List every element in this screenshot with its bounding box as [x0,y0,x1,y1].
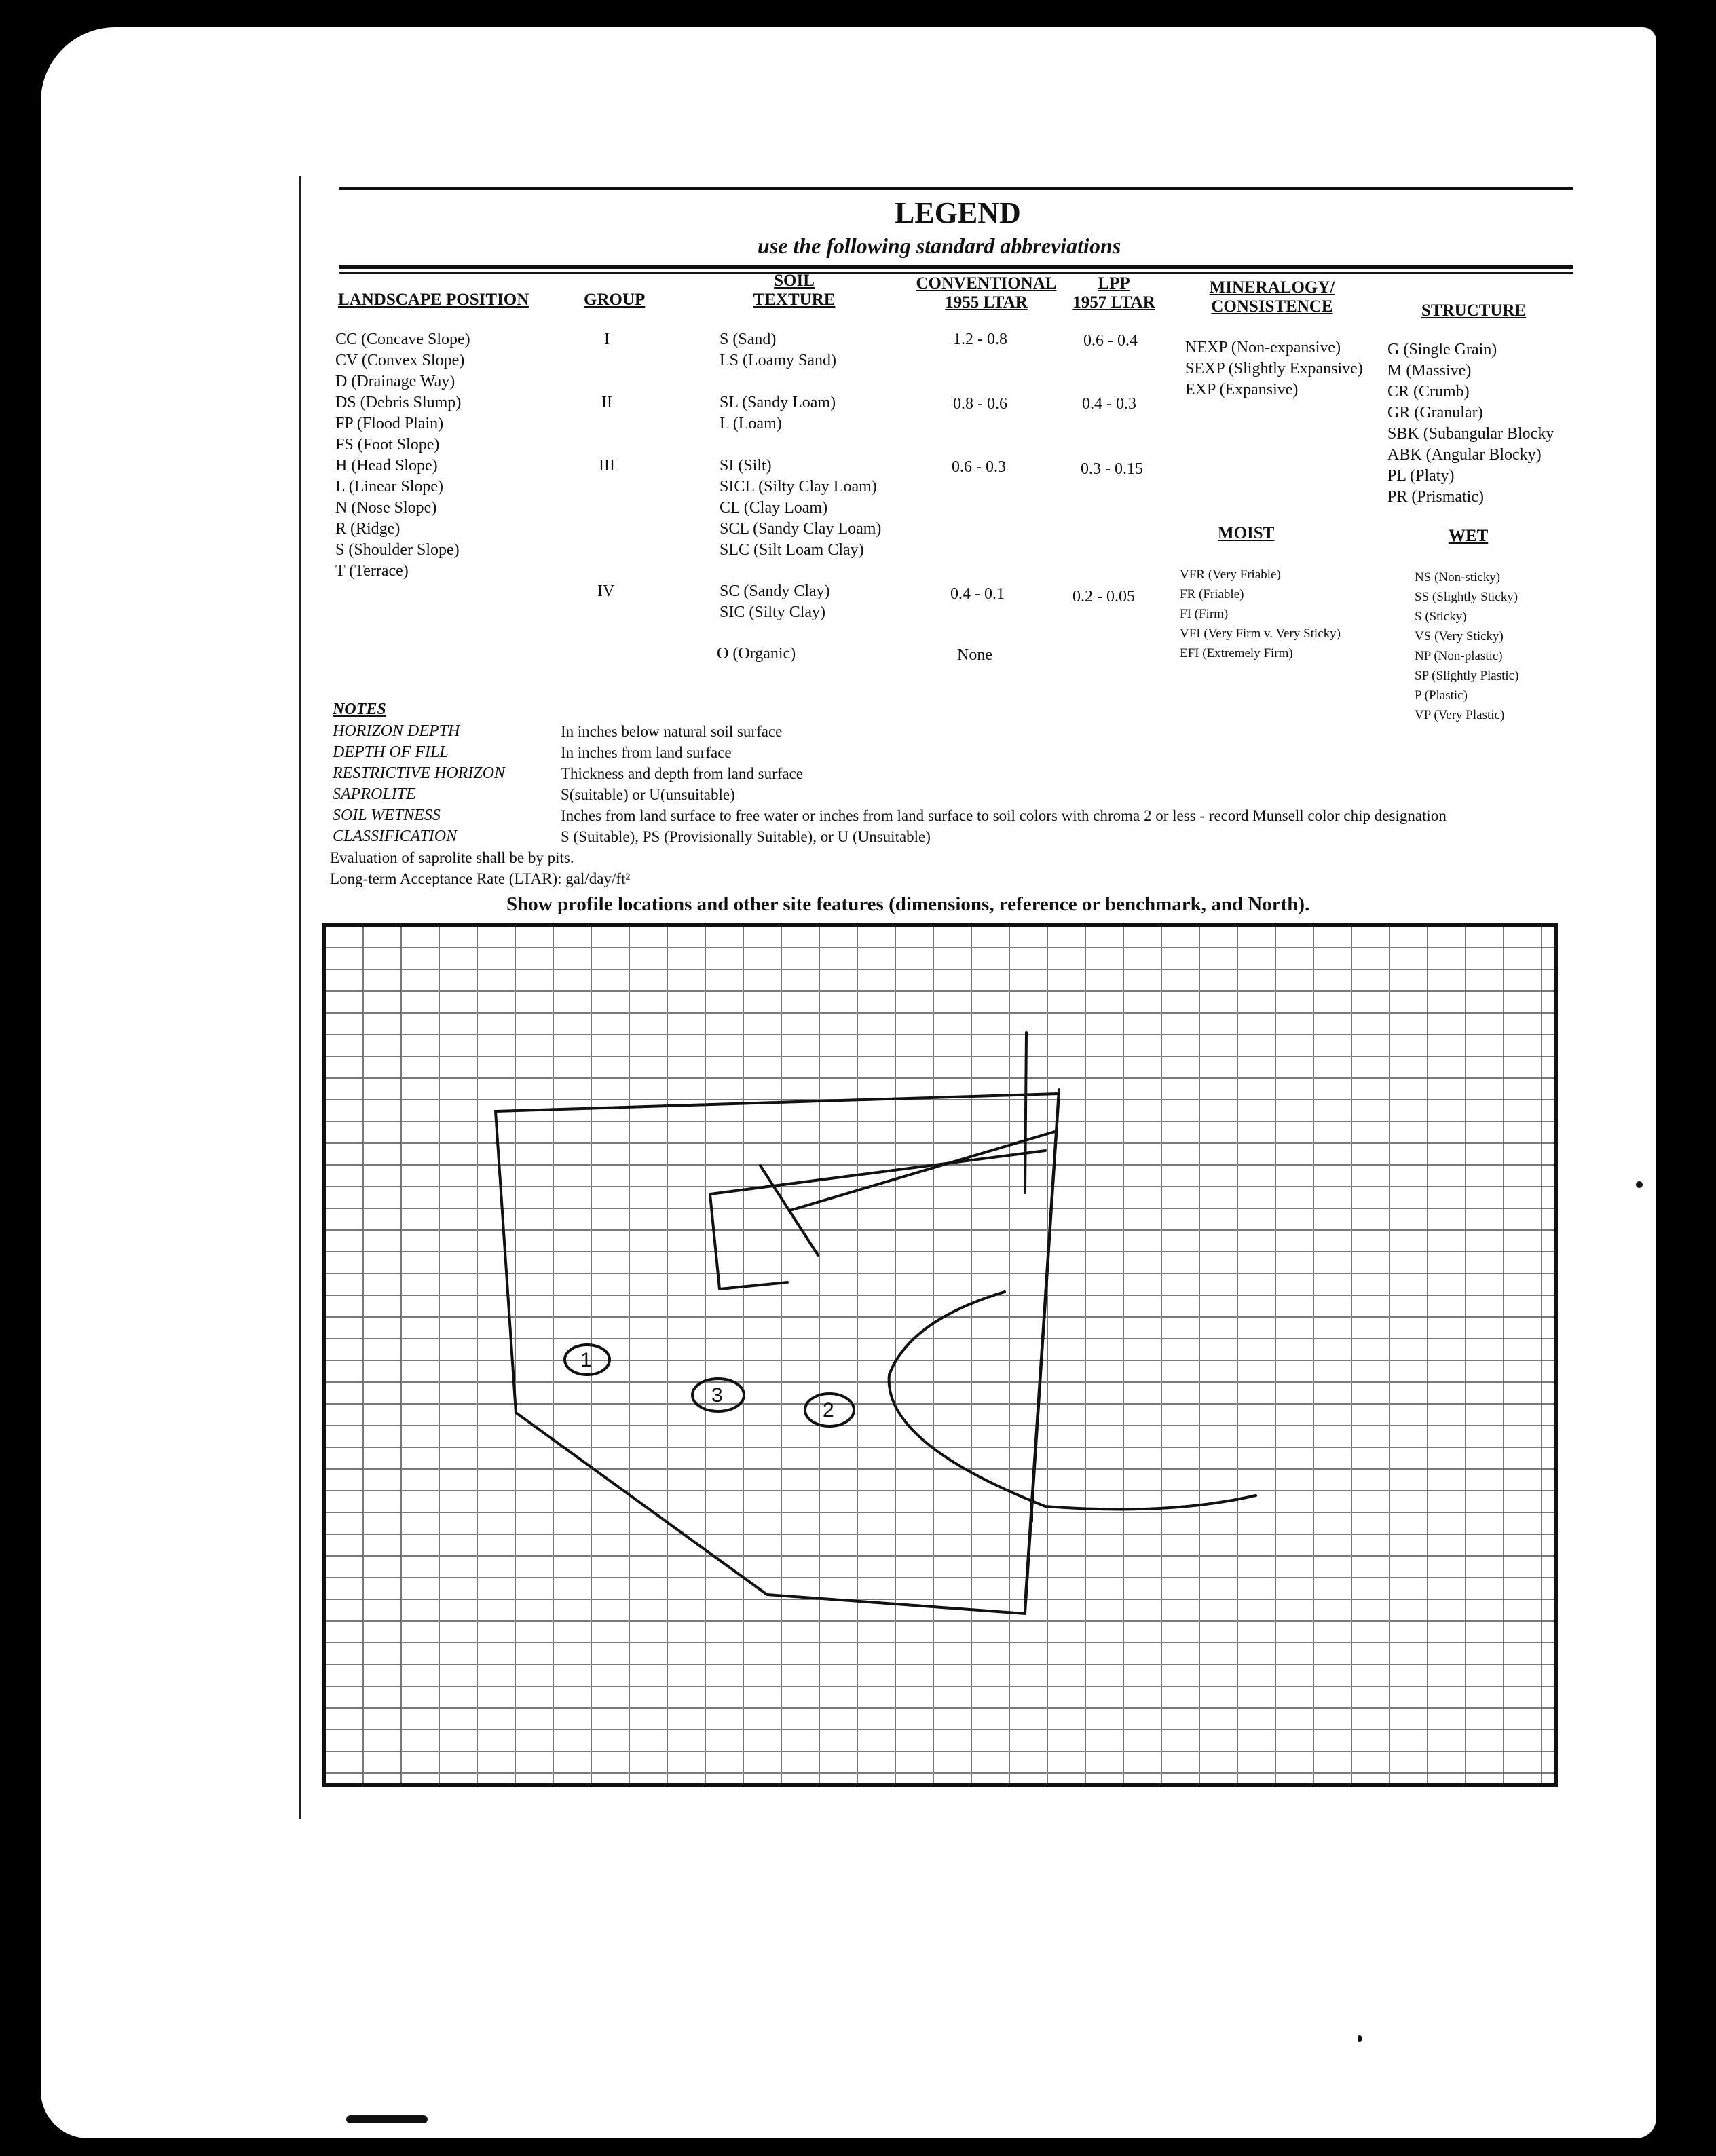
list-item: S (Sticky) [1415,610,1467,624]
list-item: T (Terrace) [335,562,409,580]
top-rule [339,187,1573,190]
sketch-line [790,1132,1055,1210]
group-i: I [604,331,610,348]
list-item: FR (Friable) [1180,587,1244,601]
note-label: SAPROLITE [333,785,416,803]
lpp-3: 0.3 - 0.15 [1081,460,1143,478]
conv-5: None [957,646,992,664]
list-item: L (Linear Slope) [335,478,444,496]
scan-edge-mark [299,176,301,1819]
header-soil-bottom: TEXTURE [753,291,836,309]
list-item: DS (Debris Slump) [335,394,462,411]
marker-1-label: 1 [580,1349,592,1371]
hand-sketch [326,927,1554,1783]
note-text: Inches from land surface to free water or inches from land surface to soil colors with chroma 2 or less - record Munsell color chip designation [561,807,1447,824]
note-label: CLASSIFICATION [333,828,458,845]
list-item: VP (Very Plastic) [1415,708,1505,722]
lpp-2: 0.4 - 0.3 [1082,395,1136,413]
wet-list [1415,568,1518,725]
list-item: R (Ridge) [335,520,400,538]
marker-3-label: 3 [711,1384,723,1407]
list-item: EXP (Expansive) [1185,381,1299,398]
conv-1: 1.2 - 0.8 [953,331,1007,348]
sketch-inner-box [710,1151,1045,1289]
header-soil-texture [713,272,876,310]
list-item: CR (Crumb) [1387,383,1470,401]
list-item: SP (Slightly Plastic) [1415,669,1519,683]
list-item: SEXP (Slightly Expansive) [1185,360,1363,377]
list-item: PL (Platy) [1387,467,1455,485]
legend-subtitle: use the following standard abbreviations [758,234,1121,258]
list-item: N (Nose Slope) [335,499,437,517]
header-landscape: LANDSCAPE POSITION [338,291,529,309]
list-item: CC (Concave Slope) [335,331,470,348]
list-item: NP (Non-plastic) [1415,649,1503,663]
ltar-note: Long-term Acceptance Rate (LTAR): gal/day/ft² [330,870,631,887]
header-conventional [910,274,1063,312]
list-item: CV (Convex Slope) [335,352,465,369]
list-item: FS (Foot Slope) [335,436,440,453]
note-label: RESTRICTIVE HORIZON [333,764,505,782]
list-item: PR (Prismatic) [1387,488,1484,506]
list-item: SBK (Subangular Blocky [1387,425,1554,443]
list-item: SICL (Silty Clay Loam) [720,478,877,496]
header-group: GROUP [584,291,646,309]
scan-speck [1358,2035,1362,2042]
conv-3: 0.6 - 0.3 [952,458,1006,476]
sketch-vertical [1025,1033,1026,1193]
group-iv: IV [597,582,615,600]
sketch-upper-line [1025,1090,1059,1605]
list-item: L (Loam) [720,415,782,432]
list-item: H (Head Slope) [335,457,438,475]
soil-group-4 [720,581,830,623]
landscape-list [335,329,470,582]
notes-texts [561,721,1447,847]
list-item: VFR (Very Friable) [1180,568,1281,582]
list-item: SS (Slightly Sticky) [1415,590,1518,604]
list-item: SI (Silt) [720,457,772,475]
sketch-grid [322,923,1558,1787]
moist-list [1180,565,1341,663]
list-item: SIC (Silty Clay) [720,603,826,621]
list-item: M (Massive) [1387,362,1472,379]
lpp-1: 0.6 - 0.4 [1083,332,1138,350]
list-item: NEXP (Non-expansive) [1185,339,1341,356]
list-item: GR (Granular) [1387,404,1483,422]
list-item: NS (Non-sticky) [1415,570,1501,584]
list-item: SC (Sandy Clay) [720,582,830,600]
note-text: Thickness and depth from land surface [561,765,804,782]
list-item: CL (Clay Loam) [720,499,828,517]
note-label: HORIZON DEPTH [333,722,460,740]
legend-title: LEGEND [895,196,1021,229]
notes-heading: NOTES [333,701,386,718]
header-wet: WET [1449,527,1489,545]
list-item: P (Plastic) [1415,688,1468,703]
list-item: EFI (Extremely Firm) [1180,646,1293,661]
header-conv-bottom: 1955 LTAR [945,293,1028,312]
note-text: In inches below natural soil surface [561,723,783,740]
list-item: VFI (Very Firm v. Very Sticky) [1180,627,1341,641]
notes-labels [333,721,505,847]
list-item: FI (Firm) [1180,607,1229,621]
soil-group-2 [720,392,836,434]
note-text: S(suitable) or U(unsuitable) [561,786,735,803]
note-text: S (Suitable), PS (Provisionally Suitable), or U (Unsuitable) [561,828,931,845]
sketch-instruction: Show profile locations and other site features (dimensions, reference or benchmark, and North). [506,893,1310,915]
list-item: S (Sand) [720,331,777,348]
group-ii: II [601,394,612,411]
header-min-top: MINERALOGY/ [1209,278,1335,297]
saprolite-evaluation: Evaluation of saprolite shall be by pits. [330,849,574,866]
note-label: DEPTH OF FILL [333,743,449,761]
conv-4: 0.4 - 0.1 [950,585,1005,603]
note-text: In inches from land surface [561,744,732,761]
header-min-bottom: CONSISTENCE [1211,297,1333,316]
list-item: S (Shoulder Slope) [335,541,460,559]
scan-smudge [346,2115,428,2123]
list-item: ABK (Angular Blocky) [1387,446,1542,464]
soil-group-3 [720,456,881,561]
sketch-curve [889,1292,1256,1509]
header-lpp [1063,274,1165,312]
list-item: FP (Flood Plain) [335,415,444,432]
note-label: SOIL WETNESS [333,806,441,824]
header-conv-top: CONVENTIONAL [916,274,1057,293]
header-moist: MOIST [1218,524,1275,542]
header-structure: STRUCTURE [1421,301,1527,320]
marker-2-label: 2 [823,1399,834,1421]
title-rule-2 [339,272,1573,274]
soil-organic: O (Organic) [717,645,796,663]
title-rule-1 [339,265,1573,269]
header-mineralogy [1184,278,1360,316]
list-item: G (Single Grain) [1387,341,1497,358]
list-item: SL (Sandy Loam) [720,394,836,411]
list-item: D (Drainage Way) [335,373,455,390]
list-item: LS (Loamy Sand) [720,352,836,369]
mineralogy-list [1185,337,1363,401]
soil-group-1 [720,329,836,371]
header-soil-top: SOIL [774,272,815,290]
list-item: SCL (Sandy Clay Loam) [720,520,882,538]
scan-speck [1636,1181,1643,1188]
group-iii: III [599,457,615,475]
list-item: SLC (Silt Loam Clay) [720,541,864,559]
lpp-4: 0.2 - 0.05 [1072,588,1135,606]
header-lpp-bottom: 1957 LTAR [1072,293,1155,312]
list-item: VS (Very Sticky) [1415,629,1504,644]
header-lpp-top: LPP [1098,274,1130,293]
structure-list [1387,339,1554,508]
conv-2: 0.8 - 0.6 [953,395,1007,413]
